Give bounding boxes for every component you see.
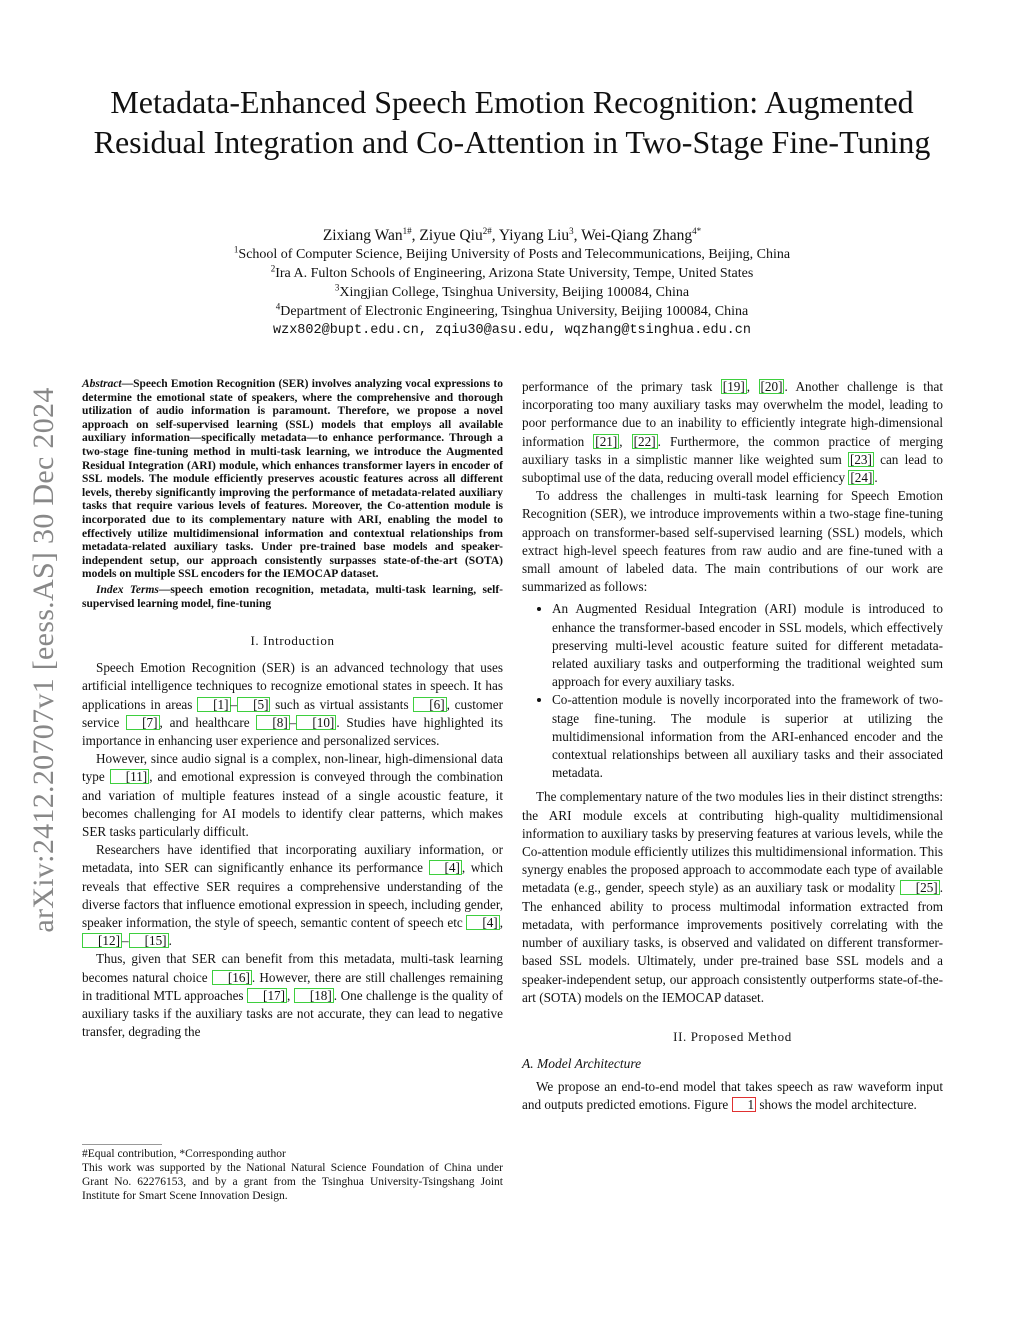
text-run: . bbox=[874, 470, 878, 486]
text-run: We propose an end-to-end model that takes speech as raw waveform input and outputs predicted emotions. Figure bbox=[522, 1078, 943, 1113]
arxiv-stamp: arXiv:2412.20707v1 [eess.AS] 30 Dec 2024 bbox=[27, 387, 60, 933]
text-run: , bbox=[287, 987, 294, 1003]
text-run: . Another challenge is that incorporating too many auxiliary tasks may overwhelm the model, leading to poor performance due to an inability to efficiently integrate high-dimensional information bbox=[522, 379, 944, 449]
citation-link[interactable]: [4] bbox=[429, 860, 462, 875]
text-run: . Studies have highlighted its importance in enhancing user experience and personalized services. bbox=[82, 714, 503, 748]
text-run: , bbox=[746, 379, 759, 394]
text-run: . However, there are still challenges remaining in traditional MTL approaches bbox=[82, 969, 503, 1003]
text-run: , customer service bbox=[82, 696, 503, 730]
text-run: – bbox=[289, 714, 297, 730]
affiliation: $^2$Ira A. Fulton Schools of Engineering, Arizona State University, Tempe, United States bbox=[270, 263, 754, 281]
citation-link[interactable]: [23] bbox=[849, 451, 872, 467]
citation-link[interactable]: [18] bbox=[294, 988, 334, 1003]
section-heading-proposed-method: II. Proposed Method bbox=[673, 1028, 792, 1044]
citation-link[interactable]: [11] bbox=[110, 769, 149, 784]
citation-link[interactable]: [22] bbox=[633, 433, 656, 449]
affiliation: $^1$School of Computer Science, Beijing University of Posts and Telecommunications, Beijing, China bbox=[233, 244, 791, 262]
author-emails[interactable]: wzx802@bupt.edu.cn, zqiu30@asu.edu, wqzhang@tsinghua.edu.cn bbox=[273, 323, 751, 338]
text-run: , bbox=[619, 433, 632, 449]
citation-link[interactable]: [16] bbox=[212, 970, 252, 985]
intro-paragraph bbox=[82, 750, 503, 841]
left-column bbox=[82, 378, 503, 1041]
citation-link[interactable]: [7] bbox=[126, 715, 159, 730]
footnote-funding: This work was supported by the National Natural Science Foundation of China under Grant No. 62276153, and by a grant from the Tsinghua University-Tsingshang Joint Institute for Smart Scene Innovation Design. bbox=[82, 1162, 503, 1202]
index-terms: Index Terms—speech emotion recognition, metadata, multi-task learning, self-supervised learning model, fine-tuning bbox=[82, 583, 503, 610]
text-run: – bbox=[230, 696, 238, 712]
citation-link[interactable]: [25] bbox=[900, 880, 940, 895]
text-run: . The enhanced ability to process multimodal information extracted from metadata, with performance improvements positively correlating with the number of auxiliary tasks, is observed and validated on different transformer-based SSL models. Ultimately, under pre-trained base SSL models and a speaker-independent setup, our approach consistently outperforms state-of-the-art (SOTA) models on the IEMOCAP dataset. bbox=[522, 880, 943, 1005]
contribution-item: • Co-attention module is novelly incorporated into the framework of two-stage fine-tuning. The module is superior at utilizing the multidimensional information from the ARI-enhanced encoder and the contextual relationships between all auxiliary tasks and their associated metadata. bbox=[552, 691, 943, 782]
author: Ziyue Qiu bbox=[419, 227, 483, 244]
intro-paragraph bbox=[82, 841, 503, 950]
citation-link[interactable]: [8] bbox=[256, 715, 289, 730]
section-heading-introduction: I. Introduction bbox=[250, 633, 335, 649]
abstract: Abstract—Speech Emotion Recognition (SER) involves analyzing vocal expressions to determine the emotional state of speakers, where the comprehensive and thorough utilization of audio information is paramount. Therefore, we propose a novel approach on self-supervised learning (SSL) models that employs all available auxiliary information—specifically metadata—to enhance performance. Through a two-stage fine-tuning method in multi-task learning, we introduce the Augmented Residual Integration (ARI) module, which enhances transformer layers in encoder of SSL models. The module efficiently preserves acoustic features across all different levels, thereby significantly improving the performance of metadata-related auxiliary tasks that require various levels of features. Moreover, the Co-attention module is incorporated due to its complementary nature with ARI, enabling the model to effectively utilize multidimensional information and contextual relationships from metadata-related auxiliary tasks. Under pre-trained base models and speaker-independent setup, our approach consistently surpasses state-of-the-art (SOTA) models on multiple SSL encoders for the IEMOCAP dataset. bbox=[82, 378, 503, 581]
author: Yiyang Liu bbox=[498, 227, 570, 244]
contribution-item: • An Augmented Residual Integration (ARI) module is introduced to enhance the transformer-based encoder in SSL models, which effectively preserving multi-level acoustic feature suited for different metadata-related auxiliary tasks and outperforming the traditional weighted sum approach for every auxiliary tasks. bbox=[552, 600, 943, 691]
text-run: . One challenge is the quality of auxiliary tasks if the auxiliary tasks are not accurate, they can lead to negative transfer, degrading the bbox=[82, 987, 503, 1040]
citation-link[interactable]: [24] bbox=[850, 470, 873, 486]
subsection-heading-model-architecture: A. Model Architecture bbox=[522, 1055, 642, 1071]
citation-link[interactable]: [12] bbox=[82, 933, 122, 948]
text-run: , and emotional expression is conveyed through the combination and variation of multiple features instead of a single acoustic feature, it becomes challenging for AI models to identify clear patterns, which makes SER tasks particularly difficult. bbox=[82, 769, 503, 839]
affiliation: $^4$Department of Electronic Engineering, Tsinghua University, Beijing 100084, China bbox=[275, 301, 749, 319]
affiliation: $^3$Xingjian College, Tsinghua University, Beijing 100084, China bbox=[334, 282, 690, 300]
text-run: shows the model architecture. bbox=[756, 1097, 917, 1113]
text-run: Speech Emotion Recognition (SER) is an advanced technology that uses artificial intelligence techniques to recognize emotional states in speech. It has applications in areas bbox=[82, 660, 503, 712]
intro-paragraph bbox=[522, 487, 943, 596]
contributions-list bbox=[522, 600, 943, 782]
citation-link[interactable]: [20] bbox=[760, 379, 783, 394]
citation-link[interactable]: [19] bbox=[722, 379, 745, 394]
intro-paragraph bbox=[522, 788, 943, 1006]
text-run: , bbox=[499, 914, 503, 930]
author-list: Zixiang Wan$^{1\#}$, Ziyue Qiu$^{2\#}$, Yiyang Liu$^3$, Wei-Qiang Zhang$^{4*}$ bbox=[322, 225, 702, 244]
text-run: , and healthcare bbox=[159, 714, 257, 730]
author: Zixiang Wan bbox=[322, 227, 403, 244]
citation-link[interactable]: [4] bbox=[466, 915, 499, 930]
affiliations bbox=[60, 245, 964, 340]
text-run: . Furthermore, the common practice of merging auxiliary tasks in a simplistic manner like weighted sum bbox=[522, 433, 944, 467]
text-run: . bbox=[168, 933, 172, 949]
text-run: such as virtual assistants bbox=[270, 696, 414, 712]
citation-link[interactable]: [15] bbox=[129, 933, 169, 948]
figure-link[interactable]: 1 bbox=[732, 1097, 757, 1112]
text-run: To address the challenges in multi-task learning for Speech Emotion Recognition (SER), we introduce improvements within a two-stage fine-tuning approach on transformer-based self-supervised learning (SSL) models, which extract high-level speech features from raw audio and are fine-tuned with a small amount of labeled data. The main contributions of our work are summarized as follows: bbox=[522, 488, 943, 595]
intro-paragraph bbox=[82, 659, 503, 750]
intro-paragraph bbox=[82, 950, 503, 1041]
right-column bbox=[522, 378, 943, 1114]
text-run: – bbox=[121, 933, 129, 949]
citation-link[interactable]: [5] bbox=[237, 697, 270, 712]
footnote-rule bbox=[82, 1144, 162, 1145]
citation-link[interactable]: [6] bbox=[413, 697, 446, 712]
method-paragraph bbox=[522, 1078, 943, 1114]
footnotes bbox=[82, 1144, 503, 1203]
text-run: Thus, given that SER can benefit from this metadata, multi-task learning becomes natural choice bbox=[82, 951, 503, 985]
paper-title: Metadata-Enhanced Speech Emotion Recognition: Augmented Residual Integration and Co-Attention in Two-Stage Fine-Tuning bbox=[93, 84, 931, 160]
citation-link[interactable]: [17] bbox=[247, 988, 287, 1003]
citation-link[interactable]: [1] bbox=[197, 697, 230, 712]
text-run: , which reveals that effective SER requires a comprehensive understanding of the diverse factors that influence emotional expression in speech, including gender, speaker information, the style of speech, semantic content of speech etc bbox=[82, 860, 503, 930]
text-run: performance of the primary task bbox=[522, 379, 721, 394]
text-run: However, since audio signal is a complex, non-linear, high-dimensional data type bbox=[82, 751, 503, 785]
author: Wei-Qiang Zhang bbox=[581, 227, 693, 244]
citation-link[interactable]: [10] bbox=[296, 715, 336, 730]
text-run: Researchers have identified that incorporating auxiliary information, or metadata, into SER can significantly enhance its performance bbox=[82, 842, 503, 876]
intro-paragraph-continued bbox=[522, 378, 943, 487]
citation-link[interactable]: [21] bbox=[595, 433, 618, 449]
text-run: can lead to suboptimal use of the data, reducing overall model efficiency bbox=[522, 451, 943, 486]
text-run: The complementary nature of the two modules lies in their distinct strengths: the ARI module excels at contributing high-quality multidimensional information to auxiliary tasks by preserving features at various levels, while the Co-attention module efficiently utilizes this multidimensional information. This synergy enables the proposed approach to accommodate each type of available metadata (e.g., gender, speech style) as an auxiliary task or modality bbox=[522, 789, 943, 896]
footnote-contribution: #Equal contribution, *Corresponding author bbox=[82, 1148, 286, 1160]
